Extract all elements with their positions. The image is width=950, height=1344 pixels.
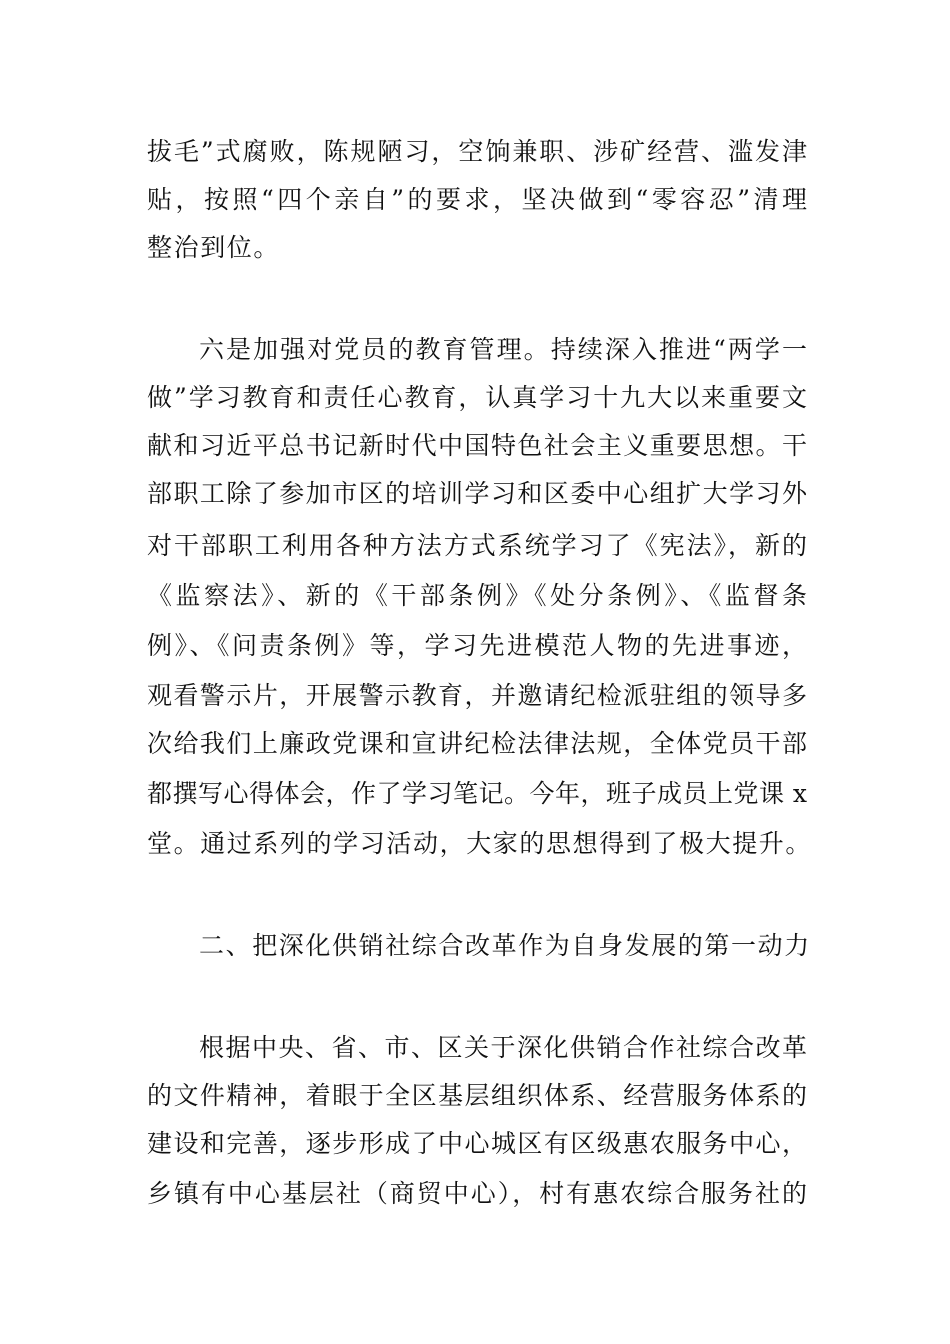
paragraph-1-line-2: 贴，按照“四个亲自”的要求，坚决做到“零容忍”清理 [147,185,807,214]
paragraph-2-line-7: 例》、《问责条例》等，学习先进模范人物的先进事迹， [147,631,807,660]
paragraph-2-line-8: 观看警示片，开展警示教育，并邀请纪检派驻组的领导多 [147,681,807,710]
paragraph-3-line-2: 的文件精神，着眼于全区基层组织体系、经营服务体系的 [147,1081,807,1110]
paragraph-3-line-4: 乡镇有中心基层社（商贸中心），村有惠农综合服务社的 [147,1179,807,1208]
paragraph-1-line-3: 整治到位。 [147,233,281,262]
paragraph-2-line-3: 献和习近平总书记新时代中国特色社会主义重要思想。干 [147,431,807,460]
paragraph-2-line-10: 都撰写心得体会，作了学习笔记。今年，班子成员上党课 x [147,779,807,808]
paragraph-2-line-11: 堂。通过系列的学习活动，大家的思想得到了极大提升。 [147,829,813,858]
paragraph-2-line-6: 《监察法》、新的《干部条例》《处分条例》、《监督条 [147,581,807,610]
paragraph-3-line-3: 建设和完善，逐步形成了中心城区有区级惠农服务中心， [147,1129,807,1158]
section-heading: 二、把深化供销社综合改革作为自身发展的第一动力 [199,931,811,960]
paragraph-2-line-5: 对干部职工利用各种方法方式系统学习了《宪法》，新的 [147,531,807,560]
paragraph-2-line-2: 做”学习教育和责任心教育，认真学习十九大以来重要文 [147,383,807,412]
paragraph-2-line-1: 六是加强对党员的教育管理。持续深入推进“两学一 [199,335,807,364]
paragraph-3-line-1: 根据中央、省、市、区关于深化供销合作社综合改革 [199,1033,807,1062]
paragraph-1-line-1: 拔毛”式腐败，陈规陋习，空饷兼职、涉矿经营、滥发津 [147,137,807,166]
paragraph-2-line-4: 部职工除了参加市区的培训学习和区委中心组扩大学习外 [147,479,807,508]
paragraph-2-line-9: 次给我们上廉政党课和宣讲纪检法律法规，全体党员干部 [147,729,807,758]
